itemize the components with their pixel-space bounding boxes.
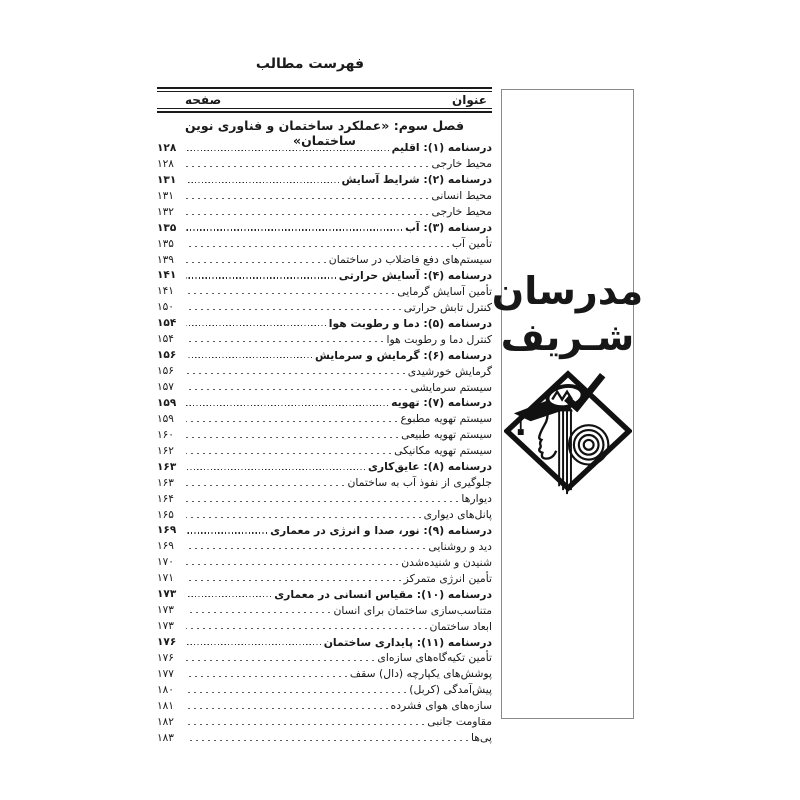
toc-entry-title: درسنامه (۳): آب (405, 221, 492, 235)
toc-row (157, 156, 492, 172)
toc-row (157, 347, 492, 363)
toc-entry-page: ۱۷۱ (157, 572, 174, 585)
toc-row (157, 538, 492, 554)
dot-leader (186, 341, 383, 342)
toc-entry-title: سازه‌های هوای فشرده (390, 699, 492, 713)
toc-entry-title: درسنامه (۱۱): پایداری ساختمان (323, 635, 492, 649)
toc-row (157, 554, 492, 570)
toc-entry-page: ۱۶۴ (157, 492, 174, 505)
toc-entry-title: کنترل تابش حرارتی (403, 300, 492, 314)
toc-row (157, 268, 492, 284)
toc-entry-title: پی‌ها (471, 731, 492, 745)
toc-row (157, 666, 492, 682)
dot-leader (186, 166, 428, 167)
dot-leader (186, 532, 267, 533)
toc-row (157, 363, 492, 379)
toc-entry-page: ۱۵۶ (157, 365, 174, 378)
toc-entry-title: سیستم تهویه مطبوع (400, 412, 492, 426)
toc-entry-title: محیط خارجی (431, 205, 492, 219)
toc-entry-title: شنیدن و شنیده‌شدن (401, 555, 492, 569)
dot-leader (186, 293, 394, 294)
toc-entry-page: ۱۴۱ (157, 269, 177, 282)
toc-entry-title: پیش‌آمدگی (کربل) (409, 683, 492, 697)
dot-leader (186, 453, 391, 454)
dot-leader (186, 740, 468, 741)
dot-leader (186, 564, 398, 565)
toc-entry-title: سیستم تهویه مکانیکی (394, 444, 492, 458)
toc-entry-title: تأمین آسایش گرمایی (397, 284, 492, 298)
toc-entry-title: درسنامه (۶): گرمایش و سرمایش (314, 348, 492, 362)
toc-row (157, 204, 492, 220)
toc-entry-page: ۱۵۰ (157, 301, 174, 314)
toc-entry-page: ۱۵۶ (157, 349, 177, 362)
dot-leader (186, 548, 425, 549)
dot-leader (186, 229, 402, 230)
toc-entry-title: دید و روشنایی (428, 539, 492, 553)
toc-entry-title: مقاومت جانبی (427, 715, 492, 729)
toc-entry-title: جلوگیری از نفوذ آب به ساختمان (347, 476, 492, 490)
toc-row (157, 586, 492, 602)
chapter-heading: فصل سوم: «عملکرد ساختمان و فناوری نوین ساختمان» (184, 118, 465, 148)
toc-row (157, 475, 492, 491)
toc-entry-title: درسنامه (۱۰): مقیاس انسانی در معماری (274, 587, 492, 601)
toc-entry-title: پوشش‌های یکپارچه (دال) سقف (349, 667, 492, 681)
dot-leader (186, 724, 424, 725)
toc-entry-title: ابعاد ساختمان (429, 619, 492, 633)
dot-leader (186, 596, 271, 597)
toc-row (157, 427, 492, 443)
toc-entry-page: ۱۶۳ (157, 476, 174, 489)
toc-entry-title: محیط انسانی (431, 189, 492, 203)
toc-row (157, 411, 492, 427)
dot-leader (186, 469, 365, 470)
toc-row (157, 507, 492, 523)
toc-list (157, 140, 492, 746)
toc-entry-page: ۱۶۹ (157, 540, 174, 553)
toc-entry-page: ۱۶۰ (157, 428, 174, 441)
dot-leader (186, 325, 326, 326)
dot-leader (186, 676, 347, 677)
toc-entry-title: دیوارها (461, 492, 492, 506)
toc-entry-title: تأمین آب (451, 237, 492, 251)
dot-leader (186, 580, 401, 581)
toc-row (157, 443, 492, 459)
toc-row (157, 459, 492, 475)
toc-entry-page: ۱۲۸ (157, 157, 174, 170)
toc-row (157, 523, 492, 539)
brand-line-1: مدرسان (491, 269, 644, 313)
toc-entry-title: درسنامه (۹): نور، صدا و انرژی در معماری (270, 523, 492, 537)
toc-row (157, 172, 492, 188)
toc-entry-page: ۱۷۳ (157, 604, 174, 617)
toc-entry-title: تأمین انرژی متمرکز (403, 571, 492, 585)
toc-row (157, 698, 492, 714)
dot-leader (186, 501, 458, 502)
toc-entry-page: ۱۵۹ (157, 396, 177, 409)
toc-entry-page: ۱۷۷ (157, 667, 174, 680)
toc-row (157, 315, 492, 331)
toc-entry-page: ۱۷۳ (157, 588, 177, 601)
dot-leader (186, 612, 330, 613)
toc-entry-page: ۱۸۱ (157, 699, 174, 712)
dot-leader (186, 517, 421, 518)
brand-name (492, 268, 643, 360)
toc-row (157, 331, 492, 347)
toc-row (157, 252, 492, 268)
toc-row (157, 283, 492, 299)
dot-leader (186, 405, 388, 406)
toc-entry-page: ۱۷۳ (157, 620, 174, 633)
dot-leader (186, 421, 397, 422)
toc-entry-page: ۱۵۹ (157, 412, 174, 425)
toc-row (157, 236, 492, 252)
dot-leader (186, 708, 388, 709)
toc-entry-page: ۱۵۴ (157, 317, 177, 330)
toc-entry-page: ۱۳۱ (157, 189, 174, 202)
toc-entry-page: ۱۵۴ (157, 333, 174, 346)
toc-entry-page: ۱۸۳ (157, 731, 174, 744)
toc-entry-page: ۱۷۶ (157, 636, 177, 649)
toc-entry-title: سیستم‌های دفع فاضلاب در ساختمان (328, 253, 492, 267)
toc-entry-title: سیستم سرمایشی (410, 380, 492, 394)
dot-leader (186, 437, 398, 438)
toc-entry-title: درسنامه (۵): دما و رطوبت هوا (328, 316, 492, 330)
dot-leader (186, 309, 401, 310)
toc-entry-title: درسنامه (۷): تهویه (391, 396, 492, 410)
toc-entry-page: ۱۳۱ (157, 173, 177, 186)
toc-row (157, 618, 492, 634)
dot-leader (186, 198, 428, 199)
toc-header (157, 87, 492, 113)
dot-leader (186, 214, 428, 215)
toc-row (157, 220, 492, 236)
toc-entry-title: محیط خارجی (431, 157, 492, 171)
brand-panel (491, 89, 644, 719)
dot-leader (186, 692, 406, 693)
toc-row (157, 491, 492, 507)
header-rule-bottom (157, 108, 492, 113)
toc-entry-page: ۱۲۸ (157, 141, 177, 154)
toc-entry-title: پانل‌های دیواری (423, 508, 492, 522)
toc-entry-page: ۱۶۳ (157, 460, 177, 473)
toc-entry-page: ۱۷۶ (157, 651, 174, 664)
toc-row (157, 714, 492, 730)
toc-entry-page: ۱۶۲ (157, 444, 174, 457)
toc-row (157, 140, 492, 156)
modaresan-sharif-logo (504, 370, 632, 504)
toc-entry-page: ۱۸۰ (157, 683, 174, 696)
toc-row (157, 299, 492, 315)
toc-entry-page: ۱۳۹ (157, 253, 174, 266)
toc-row (157, 570, 492, 586)
toc-row (157, 188, 492, 204)
dot-leader (186, 389, 407, 390)
toc-entry-page: ۱۳۵ (157, 237, 174, 250)
page-title: فهرست مطالب (255, 56, 365, 72)
dot-leader (186, 660, 374, 661)
toc-entry-page: ۱۶۵ (157, 508, 174, 521)
dot-leader (186, 485, 344, 486)
toc-entry-title: تأمین تکیه‌گاه‌های سازه‌ای (377, 651, 492, 665)
toc-entry-page: ۱۷۰ (157, 556, 174, 569)
header-row (157, 92, 492, 108)
toc-row (157, 650, 492, 666)
dot-leader (186, 150, 389, 151)
dot-leader (186, 277, 336, 278)
toc-entry-page: ۱۳۲ (157, 205, 174, 218)
toc-entry-page: ۱۵۷ (157, 381, 174, 394)
dot-leader (186, 246, 449, 247)
toc-row (157, 634, 492, 650)
toc-row (157, 730, 492, 746)
toc-row (157, 379, 492, 395)
toc-row (157, 602, 492, 618)
toc-entry-title: گرمایش خورشیدی (407, 364, 492, 378)
toc-entry-page: ۱۶۹ (157, 524, 177, 537)
brand-line-2: شـریف (500, 315, 635, 359)
toc-entry-title: درسنامه (۸): عایق‌کاری (367, 460, 492, 474)
dot-leader (186, 373, 405, 374)
toc-entry-title: درسنامه (۲): شرایط آسایش (341, 173, 492, 187)
toc-entry-title: سیستم تهویه طبیعی (401, 428, 492, 442)
graduate-pen-diamond-icon (504, 370, 632, 500)
toc-entry-title: درسنامه (۱): اقلیم (391, 141, 492, 155)
dot-leader (186, 262, 326, 263)
column-header-page: صفحه (185, 93, 222, 107)
toc-entry-title: درسنامه (۴): آسایش حرارتی (338, 268, 492, 282)
toc-entry-title: متناسب‌سازی ساختمان برای انسان (333, 603, 492, 617)
toc-entry-page: ۱۸۲ (157, 715, 174, 728)
dot-leader (186, 357, 312, 358)
toc-entry-page: ۱۳۵ (157, 221, 177, 234)
column-header-title: عنوان (452, 93, 487, 107)
toc-row (157, 395, 492, 411)
dot-leader (186, 644, 321, 645)
dot-leader (186, 182, 339, 183)
toc-row (157, 682, 492, 698)
toc-entry-title: کنترل دما و رطوبت هوا (386, 332, 492, 346)
dot-leader (186, 628, 427, 629)
toc-entry-page: ۱۴۱ (157, 285, 174, 298)
